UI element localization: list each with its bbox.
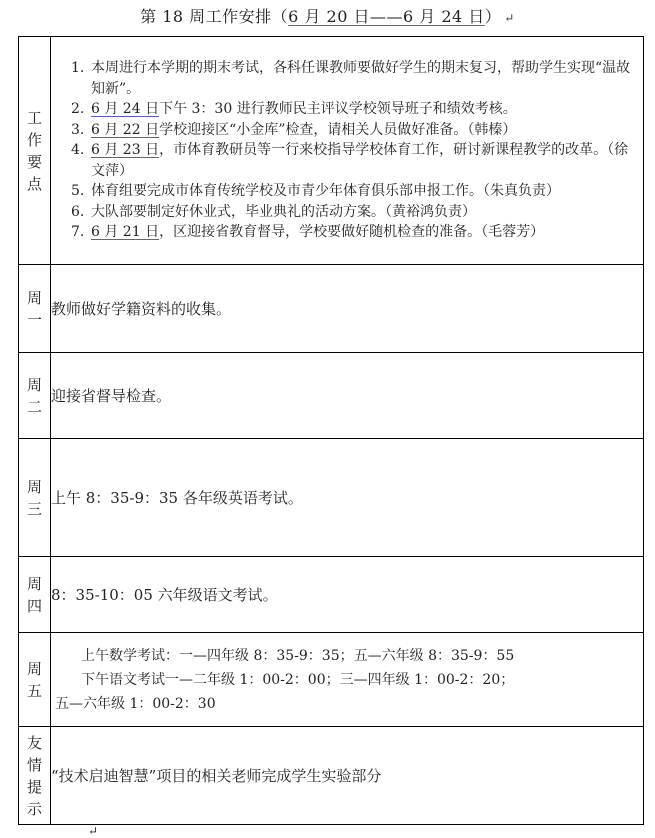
end-paragraph-mark-icon: ↵ — [88, 824, 99, 838]
page-title: 第 18 周工作安排（6 月 20 日——6 月 24 日） ↵ — [140, 7, 515, 26]
friday-chinese-exam: 下午语文考试一—二年级 1：00-2：00；三—四年级 1：00-2：20； — [81, 671, 515, 688]
friday-label: 周 五 — [19, 633, 51, 727]
list-item: 4. 6 月 23 日，市体育教研员等一行来校指导学校体育工作，研讨新课程教学的改革。（徐文萍） — [71, 142, 629, 179]
work-points-content — [51, 37, 644, 265]
monday-label: 周 一 — [19, 265, 51, 353]
work-points-list — [51, 58, 643, 243]
list-item: 5. 体育组要完成市体育传统学校及市青少年体育俱乐部申报工作。（朱真负责） — [71, 183, 560, 200]
wednesday-label: 周 三 — [19, 439, 51, 557]
paragraph-mark-icon: ↵ — [504, 11, 515, 25]
list-item: 7. 6 月 21 日，区迎接省教育督导，学校要做好随机检查的准备。（毛蓉芳） — [71, 224, 545, 241]
list-item: 3. 6 月 22 日学校迎接区“小金库”检查，请相关人员做好准备。（韩榛） — [71, 121, 517, 138]
monday-content: 教师做好学籍资料的收集。 — [51, 265, 644, 353]
thursday-label: 周 四 — [19, 557, 51, 633]
list-item: 6. 大队部要制定好休业式，毕业典礼的活动方案。（黄裕鸿负责） — [71, 203, 476, 220]
friday-math-exam: 上午数学考试：一—四年级 8：35-9：35；五—六年级 8：35-9：55 — [81, 647, 515, 664]
work-points-label: 工 作 要 点 — [19, 37, 51, 265]
wednesday-content: 上午 8：35-9：35 各年级英语考试。 — [51, 439, 644, 557]
thursday-row — [19, 557, 644, 633]
tuesday-content: 迎接省督导检查。 — [51, 353, 644, 439]
thursday-content: 8：35-10：05 六年级语文考试。 — [51, 557, 644, 633]
tips-row — [19, 727, 644, 825]
work-points-row — [19, 37, 644, 265]
tips-content: “技术启迪智慧”项目的相关老师完成学生实验部分 — [51, 727, 644, 825]
friday-content — [51, 633, 644, 727]
tuesday-label: 周 二 — [19, 353, 51, 439]
wednesday-row — [19, 439, 644, 557]
friday-chinese-exam-cont: 五—六年级 1：00-2：30 — [55, 695, 216, 712]
monday-row — [19, 265, 644, 353]
friday-row — [19, 633, 644, 727]
list-item: 1. 本周进行本学期的期末考试，各科任课教师要做好学生的期末复习，帮助学生实现“温故知新”。 — [71, 60, 631, 97]
title-date-range: 6 月 20 日——6 月 24 日 — [288, 7, 485, 26]
schedule-table — [18, 36, 644, 825]
tips-label: 友 情 提 示 — [19, 727, 51, 825]
list-item: 2. 6 月 24 日下午 3：30 进行教师民主评议学校领导班子和绩效考核。 — [71, 101, 517, 118]
tuesday-row — [19, 353, 644, 439]
